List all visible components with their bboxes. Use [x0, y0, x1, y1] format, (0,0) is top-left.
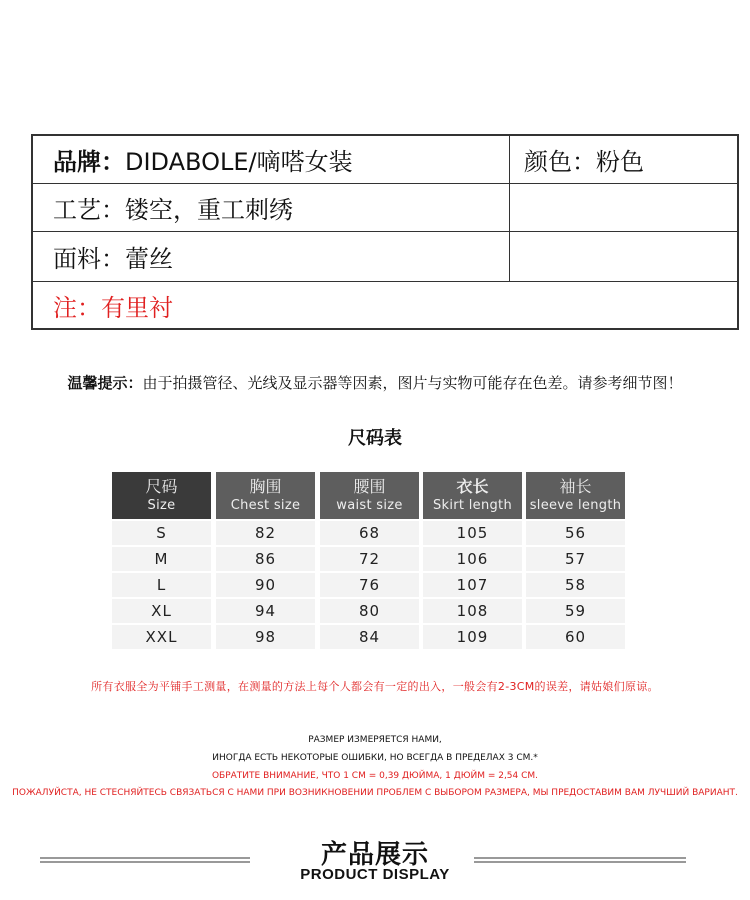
header-en: Size: [147, 497, 176, 513]
table-cell: 84: [320, 625, 419, 649]
table-cell: 59: [526, 599, 625, 623]
table-cell: 105: [423, 521, 522, 545]
tip-label: 温馨提示：: [67, 374, 143, 392]
table-cell: XL: [112, 599, 211, 623]
color-cell: [510, 136, 739, 183]
ru-note-line2: ИНОГДА ЕСТЬ НЕКОТОРЫЕ ОШИБКИ, НО ВСЕГДА В ПРЕДЕЛАХ 3 СМ.*: [212, 753, 538, 763]
tip-text: 由于拍摄管径、光线及显示器等因素，图片与实物可能存在色差。请参考细节图！: [142, 374, 683, 392]
header-en: waist size: [336, 497, 403, 513]
craft-cell: [33, 184, 510, 231]
info-row-fabric: [33, 232, 737, 282]
header-zh: 衣长: [456, 476, 489, 496]
product-info-table: [31, 134, 739, 330]
product-display-subtitle: PRODUCT DISPLAY: [300, 866, 450, 883]
header-en: Chest size: [230, 497, 301, 513]
size-chart-title: 尺码表: [348, 428, 402, 449]
empty-cell: [510, 184, 739, 231]
ru-note-line3: ОБРАТИТЕ ВНИМАНИЕ, ЧТО 1 СМ = 0,39 ДЮЙМА, 1 ДЮЙМ = 2,54 СМ.: [211, 771, 539, 781]
column-waist: [320, 472, 419, 649]
table-cell: 108: [423, 599, 522, 623]
table-cell: 60: [526, 625, 625, 649]
header-zh: 袖长: [559, 476, 592, 496]
header-en: sleeve length: [529, 497, 622, 513]
header-zh: 胸围: [249, 476, 282, 496]
table-cell: S: [112, 521, 211, 545]
lining-note: 注：有里衬: [53, 293, 173, 322]
table-cell: 106: [423, 547, 522, 571]
column-size: [112, 472, 211, 649]
brand-cell: [33, 136, 510, 183]
fabric-label: 面料：: [53, 245, 125, 273]
table-cell: 57: [526, 547, 625, 571]
header-zh: 腰围: [353, 476, 386, 496]
column-header: [216, 472, 315, 519]
brand-value: DIDABOLE/嘀嗒女装: [125, 148, 353, 176]
craft-value: 镂空，重工刺绣: [125, 196, 293, 224]
table-cell: 72: [320, 547, 419, 571]
brand-label: 品牌：: [53, 148, 125, 176]
product-display-title: 产品展示: [320, 840, 429, 870]
table-cell: 82: [216, 521, 315, 545]
header-zh: 尺码: [145, 476, 178, 496]
table-cell: 58: [526, 573, 625, 597]
column-header: [112, 472, 211, 519]
table-cell: M: [112, 547, 211, 571]
table-cell: 107: [423, 573, 522, 597]
ru-note-line4: ПОЖАЛУЙСТА, НЕ СТЕСНЯЙТЕСЬ СВЯЗАТЬСЯ С НАМИ ПРИ ВОЗНИКНОВЕНИИ ПРОБЛЕМ С ВЫБОРОМ РАЗМЕРА, МЫ ПРЕДОСТАВИМ ВАМ ЛУЧШИЙ ВАРИАНТ.: [12, 788, 738, 798]
color-value: 粉色: [596, 148, 644, 176]
ru-note-line1: РАЗМЕР ИЗМЕРЯЕТСЯ НАМИ,: [308, 735, 442, 745]
info-row-brand: [33, 136, 737, 184]
table-cell: 109: [423, 625, 522, 649]
color-difference-tip: [0, 372, 750, 393]
fabric-value: 蕾丝: [125, 245, 173, 273]
fabric-text: [53, 239, 173, 274]
craft-label: 工艺：: [53, 196, 125, 224]
note-cell: [33, 282, 737, 328]
table-cell: 90: [216, 573, 315, 597]
column-header: [526, 472, 625, 519]
info-row-note: [33, 282, 737, 328]
table-cell: 94: [216, 599, 315, 623]
table-cell: 98: [216, 625, 315, 649]
info-row-craft: [33, 184, 737, 232]
column-length: [423, 472, 522, 649]
fabric-cell: [33, 232, 510, 281]
table-cell: 86: [216, 547, 315, 571]
table-cell: 68: [320, 521, 419, 545]
column-sleeve: [526, 472, 625, 649]
column-chest: [216, 472, 315, 649]
craft-text: [53, 190, 293, 225]
table-cell: 56: [526, 521, 625, 545]
table-cell: L: [112, 573, 211, 597]
color-label: 颜色：: [524, 148, 596, 176]
column-header: [320, 472, 419, 519]
table-cell: XXL: [112, 625, 211, 649]
table-cell: 80: [320, 599, 419, 623]
empty-cell: [510, 232, 739, 281]
measurement-note: 所有衣服全为平铺手工测量，在测量的方法上每个人都会有一定的出入，一般会有2-3CM的误差，请姑娘们原谅。: [91, 680, 659, 693]
header-en: Skirt length: [432, 497, 512, 513]
column-header: [423, 472, 522, 519]
table-cell: 76: [320, 573, 419, 597]
brand-text: [53, 142, 353, 177]
color-text: [524, 142, 644, 177]
